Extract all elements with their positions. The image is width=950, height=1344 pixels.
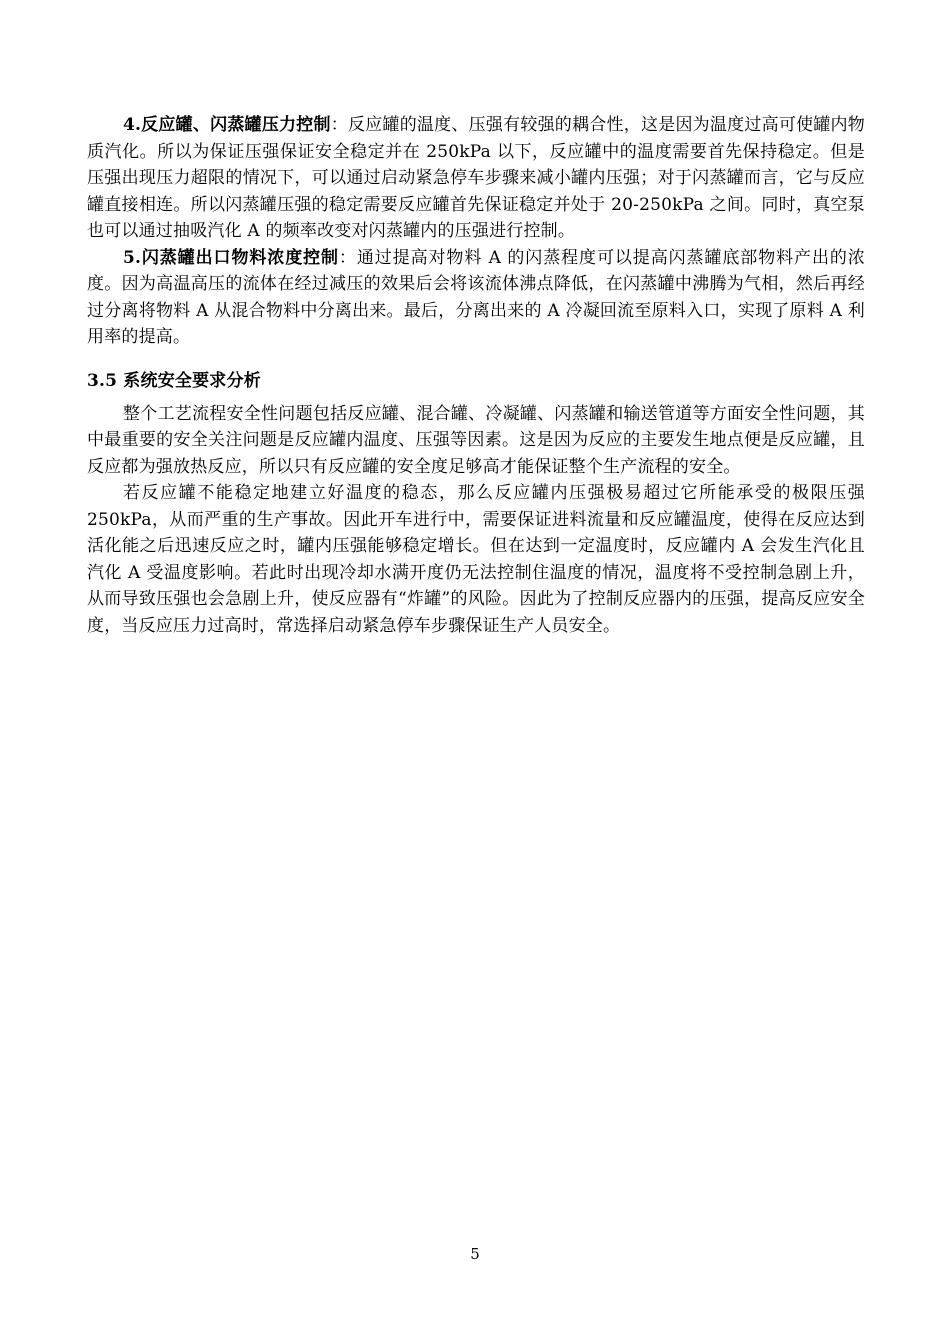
paragraph-concentration-control (87, 245, 865, 351)
paragraph-text-pressure-control: ：反应罐的温度、压强有较强的耦合性，这是因为温度过高可使罐内物质汽化。所以为保证压强保证安全稳定并在 250kPa 以下，反应罐中的温度需要首先保持稳定。但是压强出现压力超限的情况下，可以通过启动紧急停车步骤来减小罐内压强；对于闪蒸罐而言，它与反应罐直接相连。所以闪蒸罐压强的稳定需要反应罐首先保证稳定并处于 20-250kPa 之间。同时，真空泵也可以通过抽吸汽化 A 的频率改变对闪蒸罐内的压强进行控制。 (87, 115, 865, 241)
page-number: 5 (470, 1245, 480, 1263)
paragraph-safety-pressure: 若反应罐不能稳定地建立好温度的稳态，那么反应罐内压强极易超过它所能承受的极限压强 250kPa，从而严重的生产事故。因此开车进行中，需要保证进料流量和反应罐温度，使得在反应达到活化能之后迅速反应之时，罐内压强能够稳定增长。但在达到一定温度时，反应罐内 A 会发生汽化且汽化 A 受温度影响。若此时出现冷却水满开度仍无法控制住温度的情况，温度将不受控制急剧上升，从而导致压强也会急剧上升，使反应器有“炸罐”的风险。因此为了控制反应器内的压强，提高反应安全度，当反应压力过高时，常选择启动紧急停车步骤保证生产人员安全。 (87, 483, 865, 636)
paragraph-lead-pressure-control: 4.反应罐、闪蒸罐压力控制 (123, 115, 331, 135)
page-body (87, 112, 865, 639)
paragraph-pressure-control (87, 112, 865, 245)
paragraph-lead-concentration-control: 5.闪蒸罐出口物料浓度控制 (123, 247, 339, 268)
section-heading: 3.5 系统安全要求分析 (87, 370, 261, 391)
paragraph-safety-overview: 整个工艺流程安全性问题包括反应罐、混合罐、冷凝罐、闪蒸罐和输送管道等方面安全性问题，其中最重要的安全关注问题是反应罐内温度、压强等因素。这是因为反应的主要发生地点便是反应罐，且反应都为强放热反应，所以只有反应罐的安全度足够高才能保证整个生产流程的安全。 (87, 403, 865, 477)
paragraph-text-concentration-control: ：通过提高对物料 A 的闪蒸程度可以提高闪蒸罐底部物料产出的浓度。因为高温高压的流体在经过减压的效果后会将该流体沸点降低，在闪蒸罐中沸腾为气相，然后再经过分离将物料 A 从混合物料中分离出来。最后，分离出来的 A 冷凝回流至原料入口，实现了原料 A 利用率的提高。 (87, 247, 865, 347)
